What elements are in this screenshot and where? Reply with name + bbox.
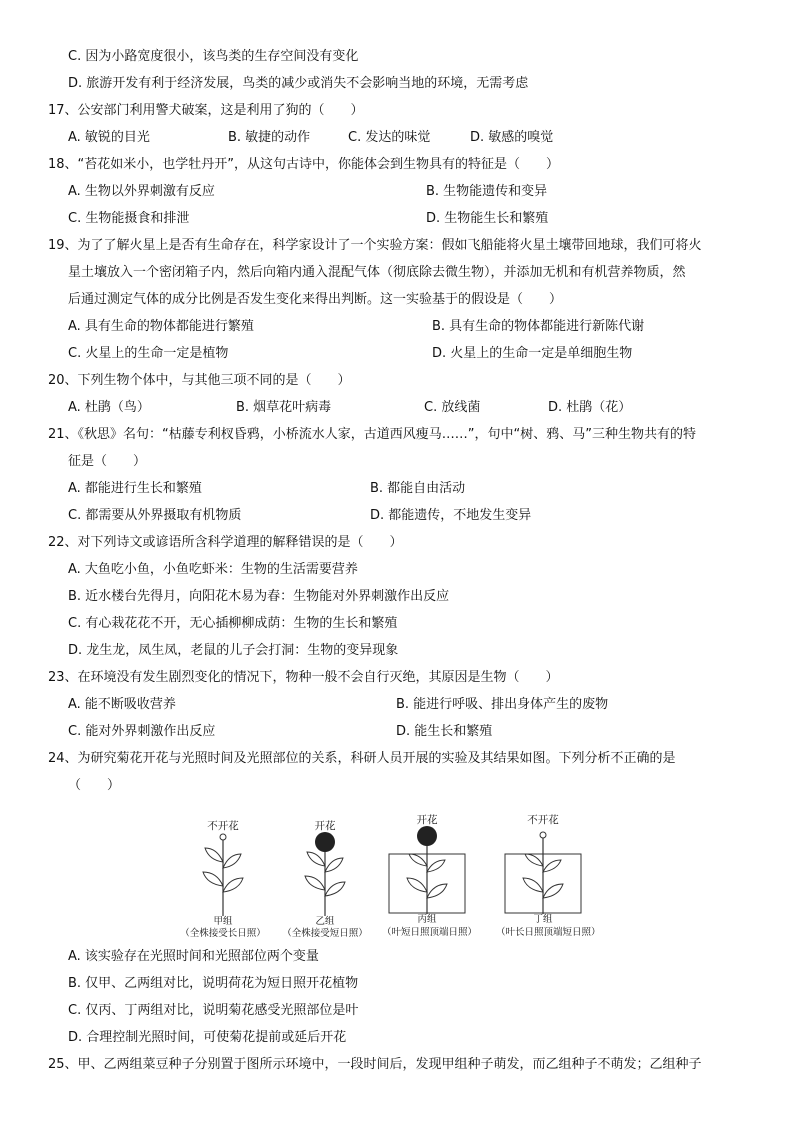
option-21b: B. 都能自由活动 (370, 481, 466, 496)
option-22d: D. 龙生龙，凤生凤，老鼠的儿子会打洞：生物的变异现象 (68, 643, 399, 658)
question-19-stem-line2: 星土壤放入一个密闭箱子内，然后向箱内通入混配气体（彻底除去微生物），并添加无机和有机营养物质，然 (68, 265, 686, 280)
option-19d: D. 火星上的生命一定是单细胞生物 (432, 346, 633, 361)
option-19a: A. 具有生命的物体都能进行繁殖 (68, 319, 254, 334)
question-17-stem: 17、公安部门利用警犬破案，这是利用了狗的（ ） (48, 103, 364, 118)
option-20d: D. 杜鹃（花） (548, 400, 632, 415)
option-23b: B. 能进行呼吸、排出身体产生的废物 (396, 697, 609, 712)
option-18c: C. 生物能摄食和排泄 (68, 211, 190, 226)
question-19-stem-line1: 19、为了了解火星上是否有生命存在，科学家设计了一个实验方案：假如飞船能将火星土壤带回地球，我们可将火 (48, 238, 702, 253)
boxed-flowering-plant-icon-bing (388, 826, 466, 914)
figure-group-name-ding: 丁组 (533, 914, 553, 925)
option-20a: A. 杜鹃（鸟） (68, 400, 150, 415)
option-17b: B. 敏捷的动作 (228, 130, 311, 145)
option-16c: C. 因为小路宽度很小，该鸟类的生存空间没有变化 (68, 49, 359, 64)
question-22-stem: 22、对下列诗文或谚语所含科学道理的解释错误的是（ ） (48, 535, 403, 550)
figure-top-label-ding: 不开花 (527, 814, 559, 826)
question-19-stem-line3: 后通过测定气体的成分比例是否发生变化来得出判断。这一实验基于的假设是（ ） (68, 292, 563, 307)
option-18d: D. 生物能生长和繁殖 (426, 211, 549, 226)
question-24-stem-line1: 24、为研究菊花开花与光照时间及光照部位的关系，科研人员开展的实验及其结果如图。下列分析不正确的是 (48, 751, 676, 766)
option-24c: C. 仅丙、丁两组对比，说明菊花感受光照部位是叶 (68, 1003, 359, 1018)
option-24a: A. 该实验存在光照时间和光照部位两个变量 (68, 949, 319, 964)
figure-group-name-yi: 乙组 (315, 916, 335, 927)
option-17d: D. 敏感的嗅觉 (470, 130, 554, 145)
option-20b: B. 烟草花叶病毒 (236, 400, 332, 415)
option-22c: C. 有心栽花花不开，无心插柳柳成荫：生物的生长和繁殖 (68, 616, 398, 631)
boxed-plant-icon-ding (504, 826, 582, 914)
question-25-stem: 25、甲、乙两组菜豆种子分别置于图所示环境中，一段时间后，发现甲组种子萌发，而乙组种子不萌发；乙组种子 (48, 1057, 702, 1072)
flowering-plant-icon-yi (300, 832, 350, 916)
figure-group-name-jia: 甲组 (213, 916, 233, 927)
option-23a: A. 能不断吸收营养 (68, 697, 176, 712)
option-24d: D. 合理控制光照时间，可使菊花提前或延后开花 (68, 1030, 347, 1045)
figure-group-sub-yi: （全株接受短日照） (282, 928, 368, 939)
option-17a: A. 敏锐的目光 (68, 130, 150, 145)
option-18b: B. 生物能遗传和变异 (426, 184, 548, 199)
option-21d: D. 都能遗传，不地发生变异 (370, 508, 532, 523)
question-21-stem-line1: 21、《秋思》名句：“枯藤专利杈昏鸦，小桥流水人家，古道西风瘦马……”，句中“树、鸦、马”三种生物共有的特 (48, 427, 696, 442)
option-23d: D. 能生长和繁殖 (396, 724, 493, 739)
option-21a: A. 都能进行生长和繁殖 (68, 481, 202, 496)
question-23-stem: 23、在环境没有发生剧烈变化的情况下，物种一般不会自行灭绝，其原因是生物（ ） (48, 670, 559, 685)
option-23c: C. 能对外界刺激作出反应 (68, 724, 216, 739)
option-21c: C. 都需要从外界摄取有机物质 (68, 508, 242, 523)
option-17c: C. 发达的味觉 (348, 130, 431, 145)
option-20c: C. 放线菌 (424, 400, 481, 415)
figure-top-label-bing: 开花 (416, 814, 438, 826)
question-18-stem: 18、“苔花如米小，也学牡丹开”，从这句古诗中，你能体会到生物具有的特征是（ ） (48, 157, 560, 172)
option-22a: A. 大鱼吃小鱼，小鱼吃虾米：生物的生活需要营养 (68, 562, 358, 577)
figure-top-label-jia: 不开花 (207, 820, 239, 832)
figure-group-sub-bing: （叶短日照顶端日照） (382, 927, 478, 938)
plant-icon-jia (198, 832, 248, 916)
figure-group-sub-jia: （全株接受长日照） (180, 928, 266, 939)
option-19b: B. 具有生命的物体都能进行新陈代谢 (432, 319, 645, 334)
question-24-stem-line2: （ ） (68, 778, 121, 793)
question-20-stem: 20、下列生物个体中，与其他三项不同的是（ ） (48, 373, 351, 388)
option-16d: D. 旅游开发有利于经济发展，鸟类的减少或消失不会影响当地的环境，无需考虑 (68, 76, 529, 91)
figure-top-label-yi: 开花 (314, 820, 336, 832)
option-19c: C. 火星上的生命一定是植物 (68, 346, 229, 361)
question-21-stem-line2: 征是（ ） (68, 454, 147, 469)
option-22b: B. 近水楼台先得月，向阳花木易为春：生物能对外界刺激作出反应 (68, 589, 450, 604)
figure-group-name-bing: 丙组 (417, 914, 437, 925)
option-24b: B. 仅甲、乙两组对比，说明荷花为短日照开花植物 (68, 976, 359, 991)
option-18a: A. 生物以外界刺激有反应 (68, 184, 215, 199)
figure-group-sub-ding: （叶长日照顶端短日照） (496, 927, 601, 938)
